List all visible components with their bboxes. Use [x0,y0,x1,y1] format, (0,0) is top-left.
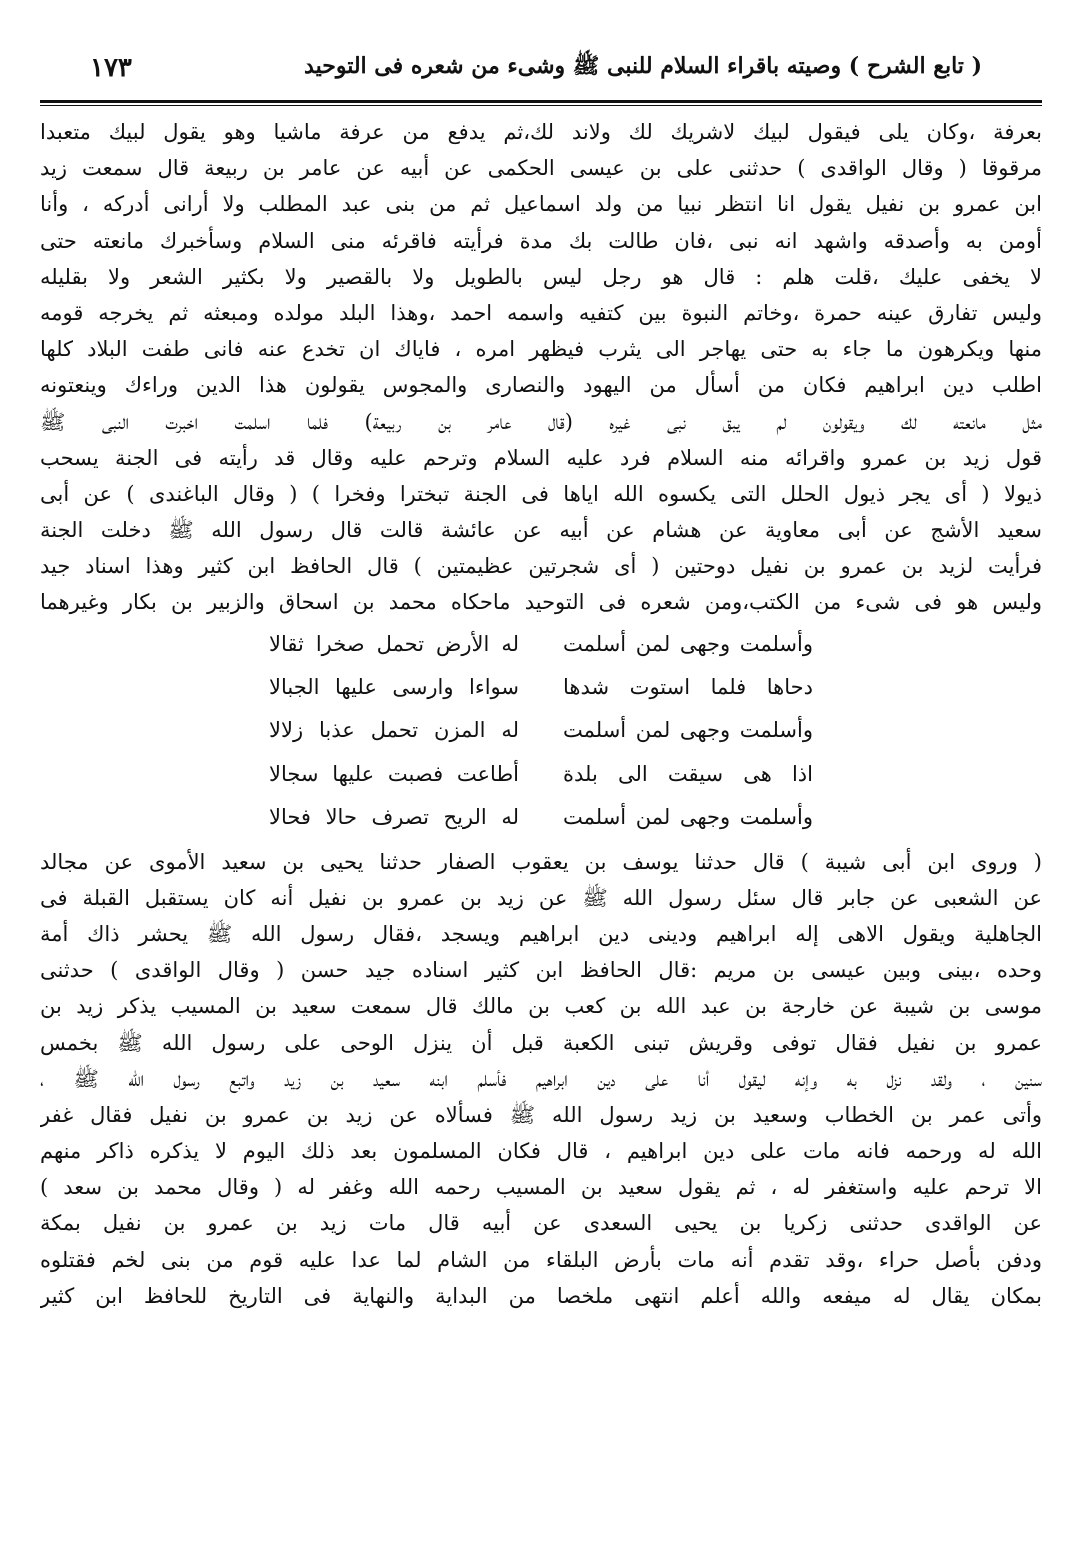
text-line: عن الشعبى عن جابر قال سئل رسول الله ﷺ عن زيد بن عمرو بن نفيل أنه كان يستقبل القبلة فى [40,885,1042,910]
poem-verse [40,709,1042,752]
text-line: أومن به وأصدقه واشهد انه نبى ،فان طالت بك مدة فرأيته فاقرئه منى السلام وسأخبرك مانعته حتى [40,228,1042,253]
body-text [40,114,1042,1314]
verse-second-half: سواءا وارسى عليها الجبالا [269,675,519,700]
text-line: الجاهلية ويقول الاهى إله ابراهيم ودينى دين ابراهيم ويسجد ،فقال رسول الله ﷺ يحشر ذاك أمة [40,921,1042,946]
poem-verse [40,623,1042,666]
text-line: مثل مانعته لك ويقولون لم يبق نبى غيره (قال عامر بن ربيعة) فلما اسلمت اخبرت النبى ﷺ [40,409,1042,434]
text-line: وليس هو فى شىء من الكتب،ومن شعره فى التوحيد ماحكاه محمد بن اسحاق والزبير بن بكار وغيرهما [40,590,1042,615]
verse-second-half: له الريح تصرف حالا فحالا [269,805,519,830]
prose-block-2 [40,844,1042,1314]
text-line: قول زيد بن عمرو واقرائه منه السلام فرد عليه السلام وترحم عليه وقال قد رأيته فى الجنة يسحب [40,445,1042,470]
text-line: ( وروى ابن أبى شيبة ) قال حدثنا يوسف بن يعقوب الصفار حدثنا يحيى بن سعيد الأموى عن مجالد [40,849,1042,874]
verse-first-half: دحاها فلما استوت شدها [563,675,813,700]
text-line: فرأيت لزيد بن عمرو بن نفيل دوحتين ( أى شجرتين عظيمتين ) قال الحافظ ابن كثير وهذا اسناد جيد [40,554,1042,579]
text-line: الا ترحم عليه واستغفر له ، ثم يقول سعيد بن المسيب رحمه الله وغفر له ( وقال محمد بن سعد ) [40,1175,1042,1200]
text-line: منها ويكرهون ما جاء به حتى يهاجر الى يثرب فيظهر امره ، فاياك ان تخدع عنه فانى طفت البلاد كلها [40,337,1042,362]
text-line: بمكان يقال له ميفعه والله أعلم انتهى ملخصا من البداية والنهاية فى التاريخ للحافظ ابن كثير [40,1283,1042,1308]
text-line: بعرفة ،وكان يلى فيقول لبيك لاشريك لك ولاند لك،ثم يدفع من عرفة ماشيا وهو يقول لبيك متعبدا [40,120,1042,144]
verse-first-half: اذا هى سيقت الى بلدة [563,761,813,786]
header-rule [40,100,1042,106]
text-line: وليس تفارق عينه حمرة ،وخاتم النبوة بين كتفيه واسمه احمد ،وهذا البلد مولده ومبعثه ثم يخرجه قومه [40,300,1042,325]
text-line: سعيد الأشج عن أبى معاوية عن هشام عن أبيه عن عائشة قالت قال رسول الله ﷺ دخلت الجنة [40,518,1042,543]
header-title: ( تابع الشرح ) وصيته باقراء السلام للنبى ﷺ وشىء من شعره فى التوحيد [304,53,982,79]
verse-first-half: وأسلمت وجهى لمن أسلمت [563,718,813,743]
poem-verse [40,753,1042,796]
verse-first-half: وأسلمت وجهى لمن أسلمت [563,631,813,656]
poem-verse [40,666,1042,709]
verse-second-half: له الأرض تحمل صخرا ثقالا [269,631,519,656]
text-line: وحده ،بينى وبين عيسى بن مريم :قال الحافظ ابن كثير اسناده جيد حسن ( وقال الواقدى ) حدثنى [40,958,1042,983]
verse-second-half: أطاعت فصبت عليها سجالا [269,761,519,786]
text-line: الله له ورحمه فانه مات على دين ابراهيم ، قال فكان المسلمون بعد ذلك اليوم لا يذكره ذاكر منهم [40,1139,1042,1164]
prose-block-1 [40,114,1042,621]
text-line: موسى بن شيبة عن خارجة بن عبد الله بن كعب بن مالك قال سمعت سعيد بن المسيب يذكر زيد بن [40,994,1042,1019]
poem [40,623,1042,840]
text-line: ابن عمرو بن نفيل يقول انا انتظر نبيا من ولد اسماعيل ثم من بنى عبد المطلب ولا أرانى أدركه ، وأنا [40,192,1042,217]
text-line: سنين ، ولقد نزل به وإنه ليقول أنا على دين ابراهيم فأسلم ابنه سعيد بن زيد واتبع رسول الله ﷺ ، [40,1066,1042,1091]
text-line: وأتى عمر بن الخطاب وسعيد بن زيد رسول الله ﷺ فسألاه عن زيد بن عمرو بن نفيل فقال غفر [40,1102,1042,1127]
poem-verse [40,796,1042,839]
text-line: عن الواقدى حدثنى زكريا بن يحيى السعدى عن أبيه قال مات زيد بن عمرو بن نفيل بمكة [40,1211,1042,1236]
text-line: لا يخفى عليك ،قلت هلم : قال هو رجل ليس بالطويل ولا بالقصير ولا بكثير الشعر ولا بقليله [40,264,1042,289]
text-line: ودفن بأصل حراء ،وقد تقدم أنه مات بأرض البلقاء من الشام لما عدا عليه قوم من بنى لخم فقتلوه [40,1247,1042,1272]
text-line: مرقوقا ( وقال الواقدى ) حدثنى على بن عيسى الحكمى عن أبيه عن عامر بن ربيعة قال سمعت زيد [40,156,1042,181]
text-line: اطلب دين ابراهيم فكان من أسأل من اليهود والنصارى والمجوس يقولون هذا الدين وراءك وينعتونه [40,373,1042,398]
verse-second-half: له المزن تحمل عذبا زلالا [269,718,519,743]
text-line: عمرو بن نفيل فقال توفى وقريش تبنى الكعبة قبل أن ينزل الوحى على رسول الله ﷺ بخمس [40,1030,1042,1055]
page-number: ١٧٣ [90,53,132,83]
running-header [40,40,1042,96]
verse-first-half: وأسلمت وجهى لمن أسلمت [563,805,813,830]
text-line: ذيولا ( أى يجر ذيول الحلل التى يكسوه الله اياها فى الجنة تبخترا وفخرا ) ( وقال الباغندى ) عن أبى [40,481,1042,506]
